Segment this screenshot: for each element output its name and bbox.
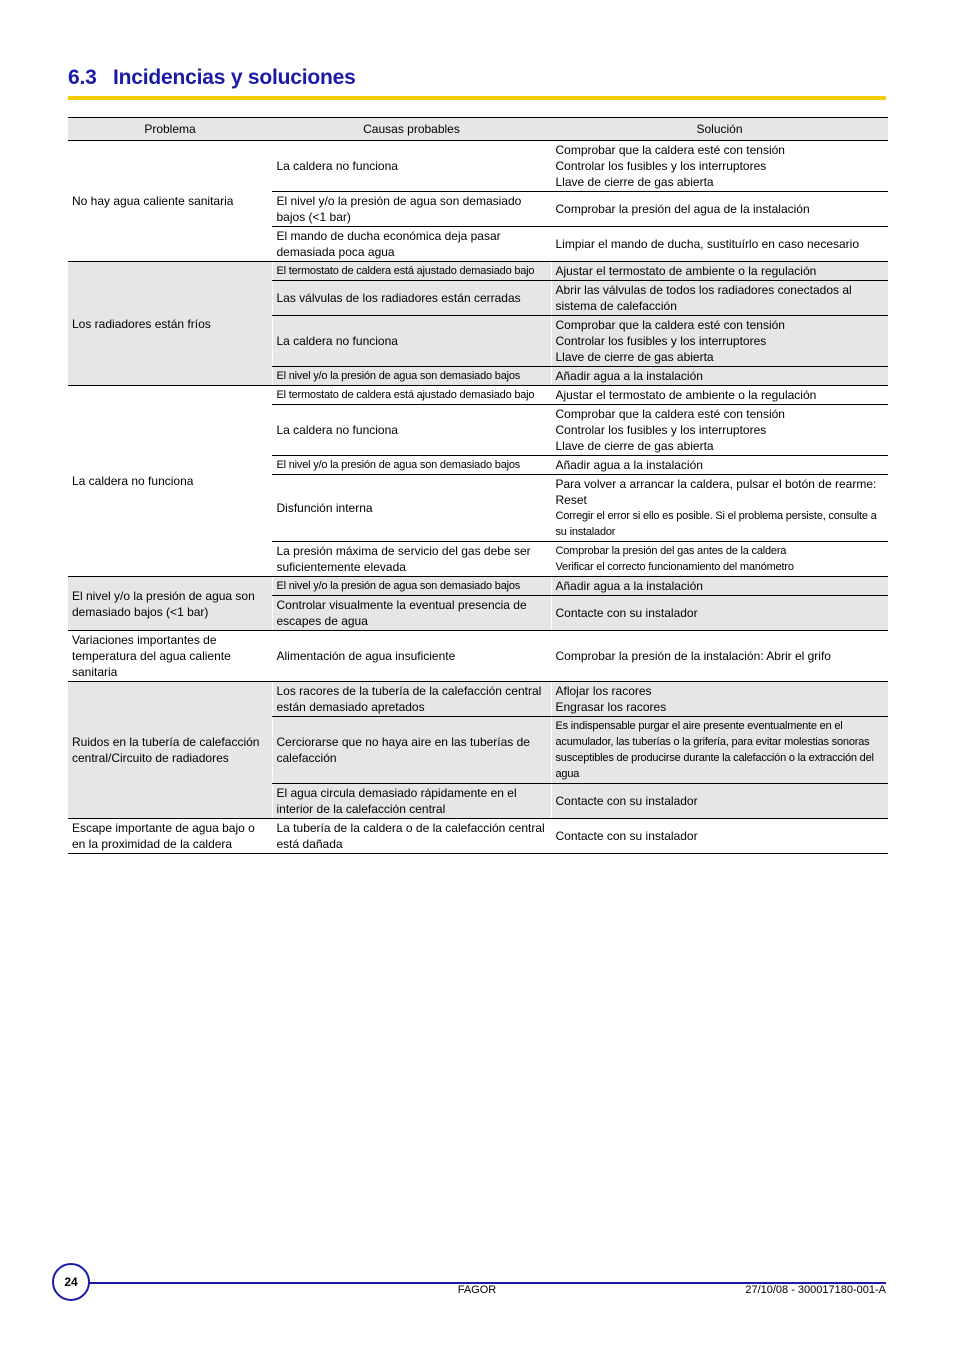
solution-line: Verificar el correcto funcionamiento del manómetro [555, 561, 794, 573]
solution-line: Comprobar la presión del gas antes de la caldera [555, 545, 787, 557]
problem-cell: El nivel y/o la presión de agua son demasiado bajos (<1 bar) [68, 577, 272, 631]
solution-cell [551, 316, 888, 367]
solution-line: Contacte con su instalador [555, 794, 698, 808]
solution-line: Controlar los fusibles y los interruptores [555, 423, 767, 437]
solution-line: Comprobar la presión de la instalación: Abrir el grifo [555, 649, 831, 663]
solution-line: Comprobar que la caldera esté con tensión [555, 318, 785, 332]
solution-line: Controlar los fusibles y los interruptores [555, 159, 767, 173]
cause-cell: El termostato de caldera está ajustado demasiado bajo [272, 386, 551, 405]
solution-cell [551, 596, 888, 631]
cause-cell: Alimentación de agua insuficiente [272, 631, 551, 682]
solution-line: Comprobar que la caldera esté con tensión [555, 407, 785, 421]
problem-cell: Escape importante de agua bajo o en la proximidad de la caldera [68, 819, 272, 854]
cause-cell: El nivel y/o la presión de agua son demasiado bajos (<1 bar) [272, 192, 551, 227]
table-row [68, 631, 888, 682]
solution-line: Añadir agua a la instalación [555, 369, 703, 383]
solution-cell [551, 456, 888, 475]
solution-line: Controlar los fusibles y los interruptores [555, 334, 767, 348]
table-header-row [68, 118, 888, 141]
solution-line: Para volver a arrancar la caldera, pulsar el botón de rearme: Reset [555, 477, 877, 507]
section-title-text: Incidencias y soluciones [113, 66, 356, 89]
solution-line: Limpiar el mando de ducha, sustituírlo en caso necesario [555, 237, 860, 251]
solution-cell [551, 386, 888, 405]
solution-cell [551, 631, 888, 682]
cause-cell: La presión máxima de servicio del gas debe ser suficientemente elevada [272, 542, 551, 577]
table-row [68, 577, 888, 596]
footer-document-code: 27/10/08 - 300017180-001-A [745, 1284, 886, 1296]
header-solution: Solución [551, 118, 888, 141]
footer-brand: FAGOR [457, 1284, 497, 1296]
solution-line: Ajustar el termostato de ambiente o la regulación [555, 388, 817, 402]
solution-line: Comprobar la presión del agua de la instalación [555, 202, 810, 216]
solution-cell [551, 405, 888, 456]
solution-line: Contacte con su instalador [555, 829, 698, 843]
solution-line: Llave de cierre de gas abierta [555, 175, 714, 189]
solution-cell [551, 367, 888, 386]
cause-cell: El agua circula demasiado rápidamente en el interior de la calefacción central [272, 784, 551, 819]
solution-cell [551, 227, 888, 262]
header-problem: Problema [68, 118, 272, 141]
cause-cell: Disfunción interna [272, 475, 551, 542]
solution-line: Llave de cierre de gas abierta [555, 350, 714, 364]
cause-cell: El termostato de caldera está ajustado demasiado bajo [272, 262, 551, 281]
solution-line: Abrir las válvulas de todos los radiadores conectados al sistema de calefacción [555, 283, 852, 313]
cause-cell: El nivel y/o la presión de agua son demasiado bajos [272, 367, 551, 386]
section-title [68, 66, 356, 90]
solution-line: Añadir agua a la instalación [555, 458, 703, 472]
solution-cell [551, 784, 888, 819]
problem-cell: No hay agua caliente sanitaria [68, 141, 272, 262]
cause-cell: La caldera no funciona [272, 405, 551, 456]
problem-cell: Variaciones importantes de temperatura del agua caliente sanitaria [68, 631, 272, 682]
solution-line: Comprobar que la caldera esté con tensión [555, 143, 785, 157]
problem-cell: La caldera no funciona [68, 386, 272, 577]
troubleshooting-table [68, 117, 888, 854]
solution-line: Engrasar los racores [555, 700, 667, 714]
solution-line: Es indispensable purgar el aire presente eventualmente en el acumulador, las tuberías o la grifería, para evitar molestias sonoras susceptibles de producirse durante la calefacción o la extracción del agua [555, 720, 874, 780]
problem-cell: Los radiadores están fríos [68, 262, 272, 386]
solution-line: Llave de cierre de gas abierta [555, 439, 714, 453]
cause-cell: Cerciorarse que no haya aire en las tuberías de calefacción [272, 717, 551, 784]
solution-cell [551, 577, 888, 596]
table-body [68, 141, 888, 854]
solution-cell [551, 192, 888, 227]
table-row [68, 386, 888, 405]
table-row [68, 819, 888, 854]
solution-line: Aflojar los racores [555, 684, 652, 698]
title-underline [68, 96, 886, 100]
solution-cell [551, 281, 888, 316]
header-causes: Causas probables [272, 118, 551, 141]
table-row [68, 141, 888, 192]
section-number: 6.3 [68, 66, 97, 89]
solution-cell [551, 819, 888, 854]
solution-line: Añadir agua a la instalación [555, 579, 703, 593]
solution-cell [551, 682, 888, 717]
solution-cell [551, 717, 888, 784]
cause-cell: El nivel y/o la presión de agua son demasiado bajos [272, 456, 551, 475]
cause-cell: La caldera no funciona [272, 141, 551, 192]
cause-cell: La tubería de la caldera o de la calefacción central está dañada [272, 819, 551, 854]
solution-line: Contacte con su instalador [555, 606, 698, 620]
cause-cell: Las válvulas de los radiadores están cerradas [272, 281, 551, 316]
solution-cell [551, 141, 888, 192]
cause-cell: La caldera no funciona [272, 316, 551, 367]
cause-cell: Los racores de la tubería de la calefacción central están demasiado apretados [272, 682, 551, 717]
table-row [68, 262, 888, 281]
cause-cell: Controlar visualmente la eventual presencia de escapes de agua [272, 596, 551, 631]
solution-cell [551, 475, 888, 542]
table-row [68, 682, 888, 717]
solution-line: Corregir el error si ello es posible. Si el problema persiste, consulte a su instalador [555, 510, 877, 538]
problem-cell: Ruidos en la tubería de calefacción central/Circuito de radiadores [68, 682, 272, 819]
solution-line: Ajustar el termostato de ambiente o la regulación [555, 264, 817, 278]
cause-cell: El mando de ducha económica deja pasar demasiada poca agua [272, 227, 551, 262]
solution-cell [551, 542, 888, 577]
page-number-badge: 24 [52, 1263, 90, 1301]
cause-cell: El nivel y/o la presión de agua son demasiado bajos [272, 577, 551, 596]
solution-cell [551, 262, 888, 281]
